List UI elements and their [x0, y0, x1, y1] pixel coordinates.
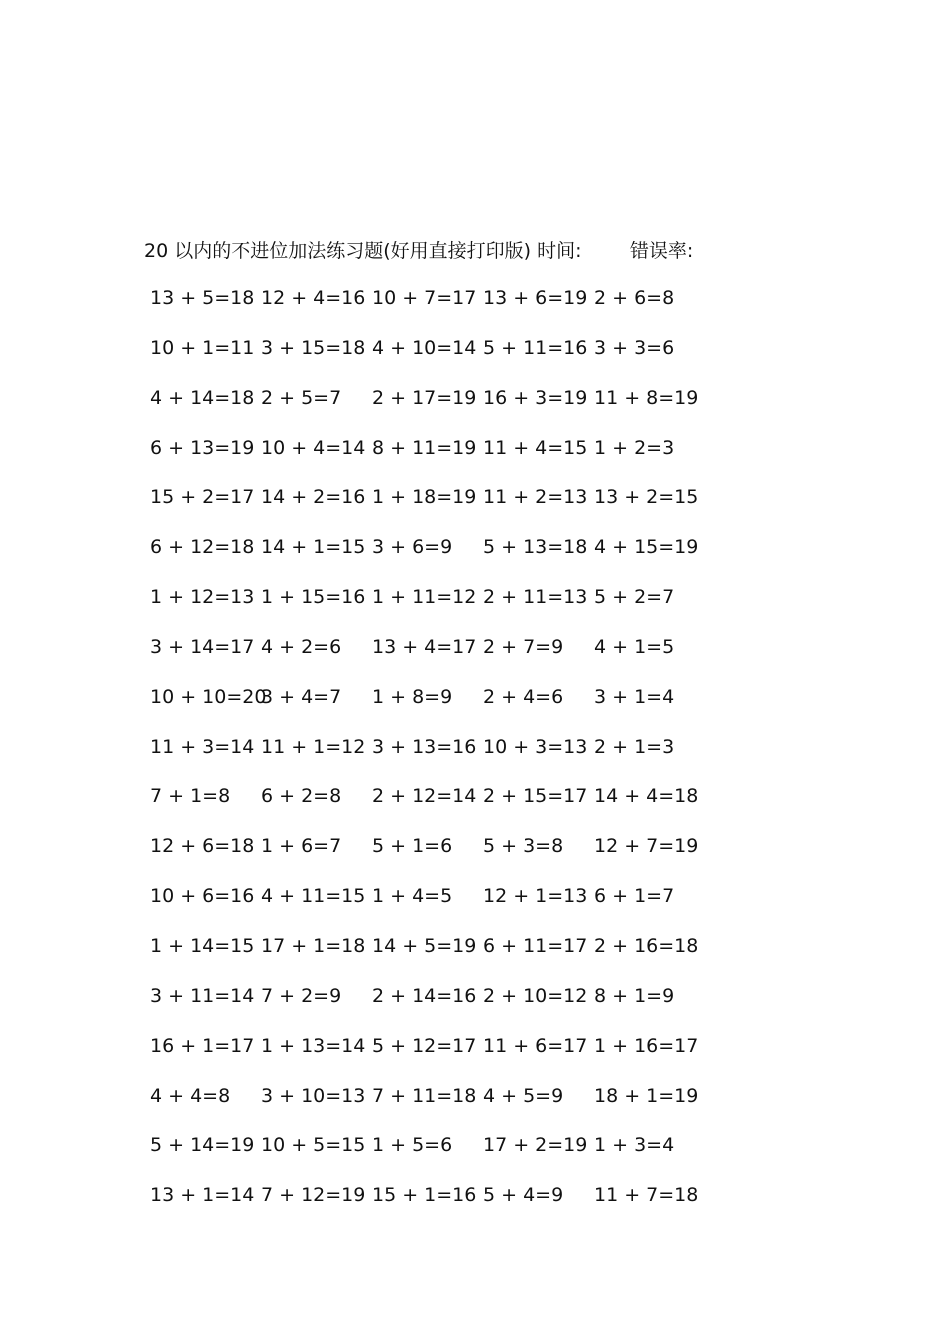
worksheet-header: [144, 236, 693, 263]
problem-cell: 5 + 11=16: [483, 336, 588, 359]
problem-cell: 12 + 7=19: [594, 835, 699, 858]
worksheet-title: 20 以内的不进位加法练习题(好用直接打印版): [144, 240, 532, 262]
problem-cell: 11 + 6=17: [483, 1034, 588, 1057]
problem-row: [0, 932, 950, 982]
problem-cell: 10 + 4=14: [261, 436, 366, 459]
problem-cell: 4 + 2=6: [261, 635, 342, 658]
problem-cell: 2 + 1=3: [594, 735, 675, 758]
problem-cell: 11 + 7=18: [594, 1184, 699, 1207]
problem-cell: 4 + 1=5: [594, 635, 675, 658]
problem-cell: 3 + 6=9: [372, 536, 453, 559]
problem-cell: 3 + 3=6: [594, 336, 675, 359]
problem-row: [0, 683, 950, 733]
problem-row: [0, 733, 950, 783]
problem-cell: 1 + 11=12: [372, 586, 477, 609]
problem-row: [0, 583, 950, 633]
problem-cell: 10 + 7=17: [372, 287, 477, 309]
problem-row: [0, 334, 950, 384]
problem-cell: 3 + 10=13: [261, 1084, 366, 1107]
problem-cell: 5 + 14=19: [150, 1134, 255, 1157]
problem-cell: 1 + 6=7: [261, 835, 342, 858]
problem-cell: 11 + 2=13: [483, 486, 588, 509]
problem-cell: 14 + 2=16: [261, 486, 366, 509]
problem-row: [0, 1082, 950, 1132]
problem-row: [0, 434, 950, 484]
problem-cell: 4 + 15=19: [594, 536, 699, 559]
problem-cell: 3 + 4=7: [261, 685, 342, 708]
problem-cell: 6 + 1=7: [594, 885, 675, 908]
problem-cell: 13 + 4=17: [372, 635, 477, 658]
problem-cell: 12 + 4=16: [261, 287, 366, 309]
problem-cell: 5 + 13=18: [483, 536, 588, 559]
problem-cell: 3 + 11=14: [150, 984, 255, 1007]
problem-cell: 3 + 15=18: [261, 336, 366, 359]
problem-cell: 4 + 4=8: [150, 1084, 231, 1107]
problem-cell: 11 + 4=15: [483, 436, 588, 459]
time-label: 时间:: [537, 240, 582, 262]
problem-cell: 6 + 2=8: [261, 785, 342, 808]
problem-cell: 7 + 12=19: [261, 1184, 366, 1207]
problem-cell: 1 + 18=19: [372, 486, 477, 509]
problem-cell: 14 + 4=18: [594, 785, 699, 808]
problem-cell: 18 + 1=19: [594, 1084, 699, 1107]
problem-row: [0, 633, 950, 683]
problem-cell: 10 + 6=16: [150, 885, 255, 908]
problem-row: [0, 533, 950, 583]
problem-row: [0, 1131, 950, 1181]
problem-cell: 3 + 13=16: [372, 735, 477, 758]
problem-cell: 2 + 16=18: [594, 934, 699, 957]
problem-cell: 5 + 1=6: [372, 835, 453, 858]
problem-cell: 1 + 12=13: [150, 586, 255, 609]
problem-cell: 13 + 1=14: [150, 1184, 255, 1207]
problem-cell: 6 + 12=18: [150, 536, 255, 559]
problem-cell: 8 + 1=9: [594, 984, 675, 1007]
problem-cell: 2 + 17=19: [372, 386, 477, 409]
problem-cell: 1 + 5=6: [372, 1134, 453, 1157]
problem-cell: 1 + 15=16: [261, 586, 366, 609]
problem-row: [0, 832, 950, 882]
problem-cell: 11 + 8=19: [594, 386, 699, 409]
problem-cell: 16 + 1=17: [150, 1034, 255, 1057]
problem-cell: 1 + 13=14: [261, 1034, 366, 1057]
problem-grid: [0, 284, 950, 1231]
problem-row: [0, 782, 950, 832]
problem-cell: 2 + 14=16: [372, 984, 477, 1007]
problem-cell: 10 + 5=15: [261, 1134, 366, 1157]
problem-row: [0, 284, 950, 334]
problem-cell: 6 + 11=17: [483, 934, 588, 957]
problem-cell: 2 + 15=17: [483, 785, 588, 808]
problem-cell: 2 + 5=7: [261, 386, 342, 409]
problem-cell: 1 + 8=9: [372, 685, 453, 708]
problem-cell: 5 + 12=17: [372, 1034, 477, 1057]
problem-row: [0, 1032, 950, 1082]
problem-row: [0, 882, 950, 932]
problem-cell: 14 + 5=19: [372, 934, 477, 957]
problem-cell: 5 + 4=9: [483, 1184, 564, 1207]
problem-cell: 7 + 1=8: [150, 785, 231, 808]
problem-cell: 7 + 2=9: [261, 984, 342, 1007]
problem-cell: 5 + 2=7: [594, 586, 675, 609]
problem-cell: 10 + 3=13: [483, 735, 588, 758]
problem-cell: 12 + 6=18: [150, 835, 255, 858]
problem-cell: 4 + 10=14: [372, 336, 477, 359]
problem-cell: 2 + 10=12: [483, 984, 588, 1007]
problem-cell: 10 + 1=11: [150, 336, 255, 359]
problem-cell: 15 + 2=17: [150, 486, 255, 509]
problem-cell: 4 + 5=9: [483, 1084, 564, 1107]
problem-cell: 6 + 13=19: [150, 436, 255, 459]
problem-cell: 13 + 5=18: [150, 287, 255, 309]
problem-cell: 2 + 7=9: [483, 635, 564, 658]
problem-cell: 1 + 3=4: [594, 1134, 675, 1157]
problem-cell: 2 + 4=6: [483, 685, 564, 708]
problem-cell: 16 + 3=19: [483, 386, 588, 409]
error-rate-label: 错误率:: [629, 240, 694, 262]
problem-cell: 3 + 14=17: [150, 635, 255, 658]
problem-cell: 2 + 6=8: [594, 287, 675, 309]
problem-cell: 2 + 12=14: [372, 785, 477, 808]
problem-cell: 5 + 3=8: [483, 835, 564, 858]
problem-cell: 11 + 1=12: [261, 735, 366, 758]
problem-cell: 1 + 14=15: [150, 934, 255, 957]
problem-row: [0, 384, 950, 434]
problem-cell: 1 + 2=3: [594, 436, 675, 459]
problem-cell: 4 + 14=18: [150, 386, 255, 409]
problem-cell: 15 + 1=16: [372, 1184, 477, 1207]
problem-cell: 13 + 2=15: [594, 486, 699, 509]
problem-cell: 17 + 1=18: [261, 934, 366, 957]
problem-cell: 1 + 16=17: [594, 1034, 699, 1057]
problem-cell: 4 + 11=15: [261, 885, 366, 908]
problem-row: [0, 982, 950, 1032]
problem-cell: 11 + 3=14: [150, 735, 255, 758]
problem-cell: 10 + 10=20: [150, 685, 267, 708]
problem-cell: 7 + 11=18: [372, 1084, 477, 1107]
problem-cell: 12 + 1=13: [483, 885, 588, 908]
problem-row: [0, 1181, 950, 1231]
problem-cell: 13 + 6=19: [483, 287, 588, 309]
problem-cell: 1 + 4=5: [372, 885, 453, 908]
problem-cell: 2 + 11=13: [483, 586, 588, 609]
problem-cell: 14 + 1=15: [261, 536, 366, 559]
problem-cell: 3 + 1=4: [594, 685, 675, 708]
problem-row: [0, 483, 950, 533]
problem-cell: 8 + 11=19: [372, 436, 477, 459]
problem-cell: 17 + 2=19: [483, 1134, 588, 1157]
